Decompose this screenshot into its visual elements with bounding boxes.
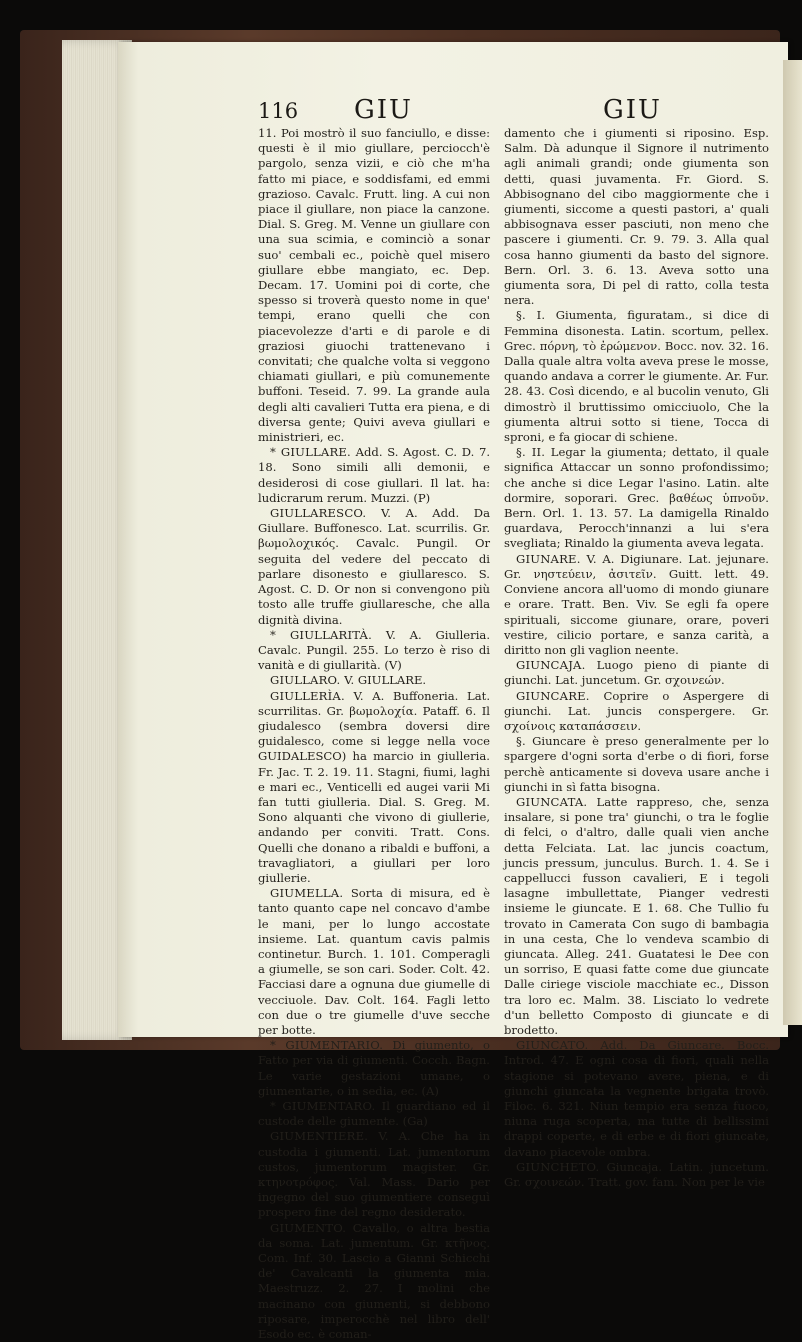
entry-text: Add. Da Giuncare. Bocc. Introd. 47. E ogni cosa di fiori, quali nella stagione si potevano avere, piena, e di giunchi giuncata la vegnente brigata trovò. Filoc. 6. 321. Niun tempio era senza fuoco, niuna ruga scoperta, ma tutte di bellissimi drappi coperte, e di erbe e di fiori giuncate, davano piacevole ombra. — [504, 1038, 770, 1159]
dictionary-entry — [504, 552, 769, 658]
running-head-right: GIU — [603, 95, 662, 125]
entry-headword: GIULLERÌA. — [270, 688, 345, 703]
dictionary-entry — [258, 673, 490, 688]
entry-text: Latte rappreso, che, senza insalare, si pone tra' giunchi, o tra le foglie di felci, o d'altro, dalle quali vien anche detta Felciata. Lat. lac juncis coactum, juncis pressum, junculus. Burch. 1. 4. Se i cappellucci fusson cavalieri, E i tegoli lasagne imbullettate, Pianger vedresti insieme le giuncate. E 1. 68. Che Tullio fu trovato in Camerata Con sugo di bambagia in una cesta, Che lo vendeva scambio di giuncata. Alleg. 241. Guatatesi le Dee con un sorriso, E quasi fatte come due giuncate Dalle ciriege visciole macchiate ec., Disson tra loro ec. Malm. 38. Lisciato lo vedrete d'un belletto Composto di giuncate e di brodetto. — [504, 794, 770, 1037]
entry-text: Giumenta, figuratam., si dice di Femmina disonesta. Latin. scortum, pellex. Grec. πόρνη, τὸ ἐρώμενον. Bocc. nov. 32. 16. Dalla quale altra volta aveva prese le mosse, quando andava a correr le giumente. Ar. Fur. 28. 43. Così dicendo, e al bucolin venuto, Gli dimostrò il bruttissimo omicciuolo, Che la giumenta altrui sotto si tiene, Tocca di sproni, e fa giocar di schiene. — [504, 308, 770, 445]
entry-text: V. A. Buffoneria. Lat. scurrilitas. Gr. βωμολοχία. Pataff. 6. Il giudalesco (sembra doversi dire guidalesco, come si legge nella voce GUIDALESCO) ha marcio in giulleria. Fr. Jac. T. 2. 19. 11. Stagni, fiumi, laghi e mari ec., Venticelli ed augei varii Mi fan tutti giulleria. Dial. S. Greg. M. Sono alquanti che vivono di giullerie, andando per conviti. Tratt. Cons. Quelli che donano a ribaldi e buffoni, a travagliatori, a giullari per loro giullerie. — [258, 688, 490, 885]
dictionary-entry — [258, 886, 490, 1038]
entry-text: Di giumento, o Fatto per via di giumenti. Cocch. Bagn. Le varie gestazioni umane, o giumentarie, o in sedia, ec. (A) — [258, 1038, 490, 1098]
dictionary-entry — [258, 1099, 490, 1129]
entry-text: V. A. Che ha in custodia i giumenti. Lat. jumentorum custos, jumentorum magister. Gr. κτηνοτρόφος. Val. Mass. Dario per ingegno del suo giumentiere conseguì prospero fine del regno desiderato. — [258, 1129, 490, 1220]
dictionary-entry — [504, 308, 769, 445]
running-head-left: GIU — [354, 95, 413, 125]
dictionary-entry — [504, 126, 769, 308]
entry-headword: GIUNCARE. — [516, 688, 590, 703]
entry-headword: GIUNCAJA. — [516, 658, 586, 673]
dictionary-entry — [258, 506, 490, 628]
entry-headword: * GIUMENTARIO. — [270, 1038, 384, 1053]
entry-text: Sorta di misura, ed è tanto quanto cape nel concavo d'ambe le mani, per lo lungo accostate insieme. Lat. quantum cavis palmis continetur. Burch. 1. 101. Comperagli a giumelle, se son cari. Soder. Colt. 42. Facciasi dare a ognuna due giumelle di vecciuole. Dav. Colt. 164. Fagli letto con due o tre giumelle d'uve secche per botte. — [258, 886, 491, 1037]
entry-text: Luogo pieno di piante di giunchi. Lat. juncetum. Gr. σχοινεών. — [504, 658, 770, 688]
entry-text: Giuncare è preso generalmente per lo spargere d'ogni sorta d'erbe o di fiori, forse perchè anticamente si doveva usare anche i giunchi in sì fatta bisogna. — [504, 734, 769, 794]
entry-text: V. A. Giulleria. Cavalc. Pungil. 255. Lo terzo è riso di vanità e di giullarità. (V) — [258, 627, 491, 673]
dictionary-entry — [504, 734, 769, 795]
entry-headword: GIUMELLA. — [270, 886, 344, 901]
entry-text: Il guardiano ed il custode delle giumente. (Ga) — [258, 1099, 491, 1129]
entry-text: V. A. Digiunare. Lat. jejunare. Gr. νηστεύειν, ἀσιτεῖν. Guitt. lett. 49. Conviene ancora all'uomo di mondo giunare e orare. Tratt. Ben. Viv. Se egli fa opere spirituali, siccome giunare, orare, poveri vestire, cilicio portare, e sanza carità, a diritto non gli vaglion neente. — [504, 551, 769, 657]
page-number: 116 — [258, 99, 299, 123]
entry-headword: GIUMENTO. — [270, 1220, 347, 1235]
entry-headword: * GIULLARITÀ. — [270, 627, 373, 642]
facing-page-edge — [783, 60, 802, 1025]
entry-headword: GIULLARESCO. — [270, 506, 367, 521]
entry-headword: GIUMENTIERE. — [270, 1129, 369, 1144]
entry-text: 11. Poi mostrò il suo fanciullo, e disse: questi è il mio giullare, perciocch'è pargolo, senza vizii, e ciò che m'ha fatto mi piace, e soddisfami, ed emmi grazioso. Cavalc. Frutt. ling. A cui non piace il giullare, non piace la canzone. Dial. S. Greg. M. Venne un giullare con una sua scimia, e cominciò a sonar suo' cembali ec., poichè quel misero giullare ebbe mangiato, ec. Dep. Decam. 17. Uomini poi di corte, che spesso si troverà questo nome in que' tempi, erano quelli che con piacevolezze d'arti e di parole e di graziosi giuochi trattenevano i convitati; che qualche volta si veggono chiamati giullari, e più comunemente buffoni. Teseid. 7. 99. La grande aula degli alti cavalieri Tutta era piena, e di diversa gente; Quivi aveva giullari e ministrieri, ec. — [258, 126, 490, 445]
dictionary-entry — [258, 445, 490, 506]
entry-headword: GIULLARO. — [270, 673, 341, 688]
dictionary-entry — [504, 1160, 769, 1190]
entry-headword: GIUNCATO. — [516, 1038, 589, 1053]
entry-headword: §. II. — [516, 445, 546, 460]
dictionary-entry — [258, 689, 490, 887]
entry-headword: §. — [516, 734, 526, 749]
entry-headword: §. I. — [516, 308, 546, 323]
entry-headword: GIUNCHETO. — [516, 1159, 600, 1174]
dictionary-entry — [504, 689, 769, 735]
entry-headword: * GIUMENTARO. — [270, 1099, 376, 1113]
dictionary-entry — [504, 1038, 769, 1160]
entry-text: Legar la giumenta; dettato, il quale significa Attaccar un sonno profondissimo; che anche si dice Legar l'asino. Latin. alte dormire, soporari. Grec. βαθέως ὑπνοῦν. Bern. Orl. 1. 13. 57. La damigella Rinaldo guardava, Perocch'innanzi a lui s'era svegliata; Rinaldo la giumenta aveva legata. — [504, 445, 769, 551]
dictionary-entry — [258, 1129, 490, 1220]
right-column — [504, 126, 769, 1190]
entry-text: damento che i giumenti si riposino. Esp. Salm. Dà adunque il Signore il nutrimento agli animali grandi; onde giumenta son detti, quasi juvamenta. Fr. Giord. S. Abbisognano del cibo maggiormente che i giumenti, siccome a questi pastori, a' quali abbisognava esser pasciuti, non meno che pascere i giumenti. Cr. 9. 79. 3. Alla qual cosa hanno giumenti da basto del signore. Bern. Orl. 3. 6. 13. Aveva sotto una giumenta sora, Di pel di ratto, colla testa nera. — [504, 126, 769, 308]
dictionary-entry — [504, 658, 769, 688]
dictionary-entry — [258, 628, 490, 674]
entry-text: Add. S. Agost. C. D. 7. 18. Sono simili alli demonii, e desiderosi di cose giullari. Il lat. ha: ludicrarum rerum. Muzzi. (P) — [258, 445, 491, 505]
entry-text: Cavallo, o altra bestia da soma. Lat. jumentum. Gr. κτῆνος. Com. Inf. 30. Lascio a Gianni Schicchi de' Cavalcanti la giumenta mia. Maestruzz. 2. 27. I molini che macinano con giumenti, si debbono riposare, imperocchè nel libro dell' Esodo ec. è coman- — [258, 1220, 490, 1342]
dictionary-entry — [504, 445, 769, 551]
dictionary-entry — [258, 1221, 490, 1342]
page-header — [258, 95, 778, 129]
dictionary-entry — [504, 795, 769, 1038]
dictionary-entry — [258, 1038, 490, 1099]
entry-text: Coprire o Aspergere di giunchi. Lat. juncis conspergere. Gr. σχοίνοις καταπάσσειν. — [504, 688, 769, 733]
entry-text: Giuncaja. Latin. juncetum. Gr. σχοινεών. Tratt. gov. fam. Non per le vie — [504, 1159, 769, 1190]
entry-text: V. GIULLARE. — [344, 673, 427, 688]
entry-text: V. A. Add. Da Giullare. Buffonesco. Lat. scurrilis. Gr. βωμολοχικός. Cavalc. Pungil. Or seguita del vedere del peccato di parlare disonesto e giullaresco. S. Agost. C. D. Or non si convengono più tosto alle truffe giullaresche, che alla dignità divina. — [258, 506, 490, 627]
entry-headword: GIUNCATA. — [516, 794, 588, 809]
entry-headword: * GIULLARE. — [270, 445, 351, 460]
entry-headword: GIUNARE. — [516, 551, 581, 566]
left-column — [258, 126, 490, 1342]
dictionary-entry — [258, 126, 490, 445]
